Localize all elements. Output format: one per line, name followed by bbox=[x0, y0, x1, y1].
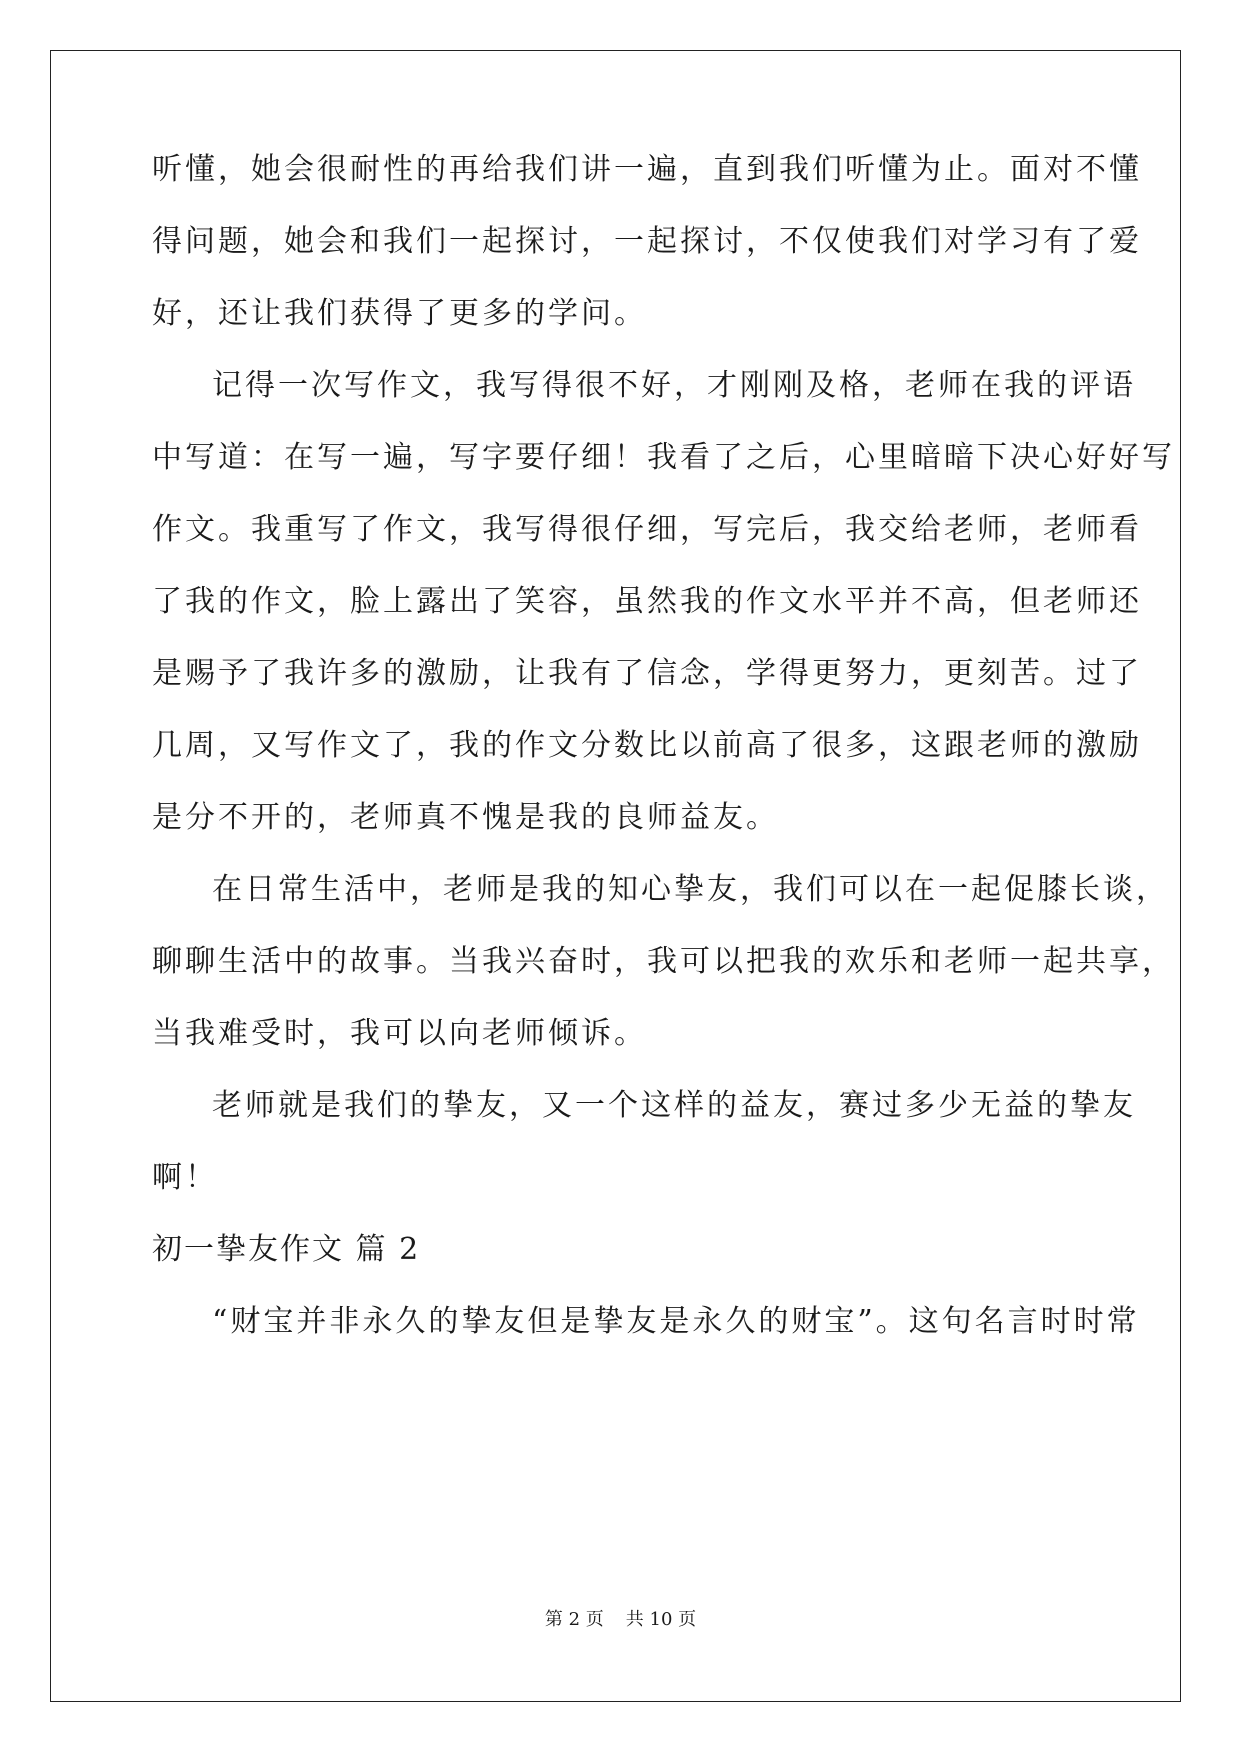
paragraph-start-line: 老师就是我们的挚友，又一个这样的益友，赛过多少无益的挚友 bbox=[212, 1088, 1136, 1123]
paragraph-start-line: 记得一次写作文，我写得很不好，才刚刚及格，老师在我的评语 bbox=[212, 368, 1136, 403]
body-line: 听懂，她会很耐性的再给我们讲一遍，直到我们听懂为止。面对不懂 bbox=[152, 152, 1142, 187]
page-number-total: 共 10 页 bbox=[625, 1609, 697, 1630]
page-footer bbox=[0, 1608, 1241, 1632]
body-line: 是分不开的，老师真不愧是我的良师益友。 bbox=[152, 800, 779, 835]
body-line: 得问题，她会和我们一起探讨，一起探讨，不仅使我们对学习有了爱 bbox=[152, 224, 1142, 259]
body-line: 了我的作文，脸上露出了笑容，虽然我的作文水平并不高，但老师还 bbox=[152, 584, 1142, 619]
body-line: 当我难受时，我可以向老师倾诉。 bbox=[152, 1016, 647, 1051]
body-line: 作文。我重写了作文，我写得很仔细，写完后，我交给老师，老师看 bbox=[152, 512, 1142, 547]
body-line: 中写道：在写一遍，写字要仔细！我看了之后，心里暗暗下决心好好写 bbox=[152, 440, 1175, 475]
paragraph-start-line: “财宝并非永久的挚友但是挚友是永久的财宝”。这句名言时时常 bbox=[212, 1304, 1140, 1339]
body-line: 几周，又写作文了，我的作文分数比以前高了很多，这跟老师的激励 bbox=[152, 728, 1142, 763]
body-line: 啊！ bbox=[152, 1160, 218, 1195]
page-number-current: 第 2 页 bbox=[544, 1609, 604, 1630]
paragraph-start-line: 在日常生活中，老师是我的知心挚友，我们可以在一起促膝长谈， bbox=[212, 872, 1169, 907]
body-line: 聊聊生活中的故事。当我兴奋时，我可以把我的欢乐和老师一起共享， bbox=[152, 944, 1175, 979]
section-heading: 初一挚友作文 篇 2 bbox=[152, 1232, 421, 1267]
body-line: 是赐予了我许多的激励，让我有了信念，学得更努力，更刻苦。过了 bbox=[152, 656, 1142, 691]
body-line: 好，还让我们获得了更多的学问。 bbox=[152, 296, 647, 331]
